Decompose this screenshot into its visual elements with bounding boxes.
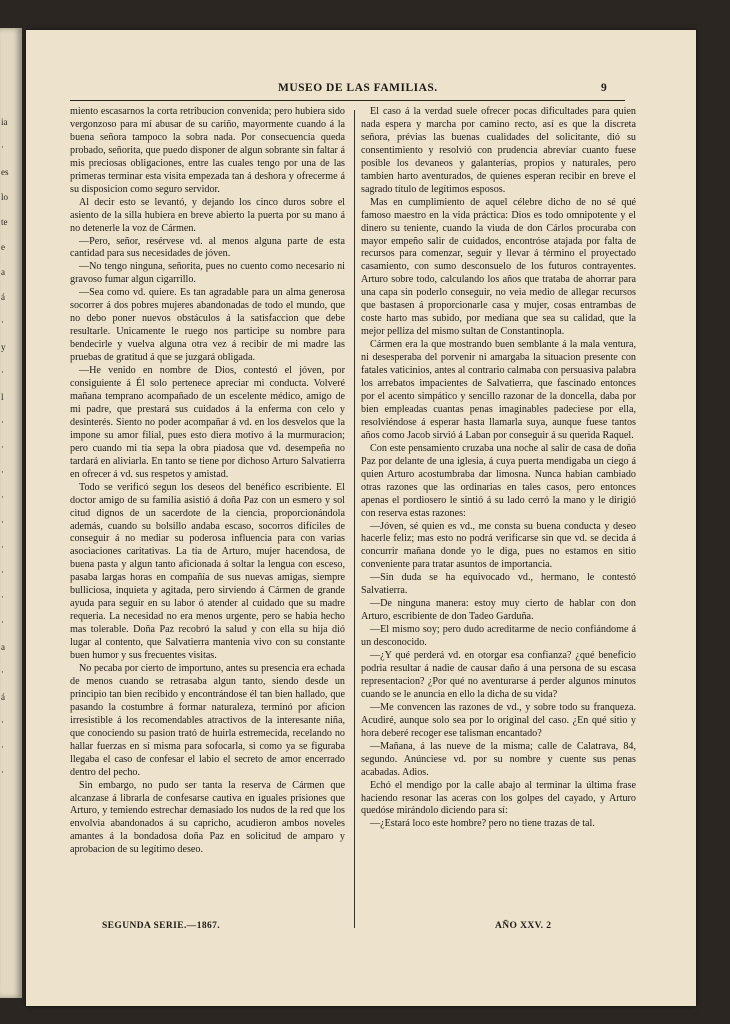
previous-page-text-fragment: es (1, 167, 9, 177)
previous-page-text-fragment: · (1, 517, 4, 527)
paragraph: —He venido en nombre de Dios, contestó el jóven, por consiguiente á Él solo pertenece apreciar mi conducta. Volveré mañana temprano acompañado de un escelente médico, amigo de mi padre, que prestará sus cuidados á la enferma con celo y desinterés. Siento no poder acompañar á vd. en los desvelos que la impone su amor filial, pues esto diera motivo á la murmuracion; pero cuando mi tia sepa la obra piadosa que vd. desempeña no tardará en aliviarla. En tanto se tiene por dichoso Arturo Salvatierra en ofrecer á vd. sus respetos y amistad. (70, 365, 345, 480)
paragraph: Todo se verificó segun los deseos del benéfico escribiente. El doctor amigo de su familia asistió á doña Paz con un esmero y sol citud dignos de un sacerdote de la ciencia, proporcionándola además, cuando su bolsillo andaba escaso, socorros difíciles de conseguir á no mediar su poderosa influencia para con varias asociaciones caritativas. La tia de Arturo, mujer hacendosa, de buena pasta y algun tanto aficionada á soltar la lengua con esceso, pasaba largas horas en compañía de sus nuevas amigas, siempre bulliciosa, inquieta y agitada, pero sirviendo á Cármen de grande ayuda para seguir en su labor ó atender al cuidado que su madre requeria. La necesidad no era menos urgente, pero se habia hecho mas tolerable. Doña Paz recobró la salud y con ella su hija dió lugar al contento, que Salvatierra mantenia vivo con su constante buen humor y sus frecuentes visitas. (70, 481, 345, 662)
paragraph: miento escasarnos la corta retribucion convenida; pero hubiera sido vergonzoso para mí abusar de su cariño, mayormente cuando á la buena señora tampoco la sobra nada. Por consecuencia queda probado, señorita, que puedo disponer de algun sobrante sin faltar á mis preciosas obligaciones, entre las cuales tengo por una de las primeras terminar esta visita empezada tan á deshora y ofrecerme á su disposicion como seguro servidor. (70, 106, 345, 195)
paragraph: Con este pensamiento cruzaba una noche al salir de casa de doña Paz por delante de una iglesia, á cuya puerta mendigaba un ciego á quien Arturo acostumbraba dar limosna. Nunca habian cambiado otras razones que las ordinarias en tales casos, pero entonces apenas el pordiosero le sintió á su lado cerró la mano y le dirigió con reserva estas razones: (361, 442, 636, 519)
right-text-column (361, 106, 636, 934)
previous-page-text-fragment: · (1, 717, 4, 727)
paragraph: —¿Estará loco este hombre? pero no tiene trazas de tal. (370, 818, 595, 830)
previous-page-text-fragment: · (1, 617, 4, 627)
paragraph: Echó el mendigo por la calle abajo al terminar la última frase haciendo resonar las aceras con los golpes del cayado, y Arturo quedóse mirándolo diciendo para sí: (361, 779, 636, 817)
journal-page (26, 30, 696, 1006)
paragraph: —Me convencen las razones de vd., y sobre todo su franqueza. Acudiré, aunque solo sea por lo original del caso. ¿En qué sitio y hora deberé recoger ese talisman encantado? (361, 701, 636, 739)
paragraph: —¿Y qué perderá vd. en otorgar esa confianza? ¿qué beneficio podria resultar á nadie de causar daño á una persona de su escasa representacion? ¿Por qué no aventurarse á perder algunos minutos cuando se le anuncia en ello la dicha de su vida? (361, 650, 636, 700)
previous-page-text-fragment: · (1, 467, 4, 477)
previous-page-edge (0, 28, 22, 998)
series-footer: SEGUNDA SERIE.—1867. (102, 921, 221, 931)
previous-page-text-fragment: · (1, 367, 4, 377)
paragraph: Sin embargo, no pudo ser tanta la reserva de Cármen que alcanzase á librarla de confesarse cautiva en iguales prisiones que Arturo, y temiendo estrechar demasiado los nudos de la red que los envolvia abandonados á su capricho, acudieron ambos noveles amantes á la bondadosa doña Paz en solicitud de amparo y aprobacion de su legítimo deseo. (70, 779, 345, 856)
volume-footer: AÑO XXV. 2 (495, 921, 552, 931)
previous-page-text-fragment: a (1, 642, 5, 652)
paragraph: Mas en cumplimiento de aquel célebre dicho de no sé qué famoso maestro en la vida práctica: Dios es todo omnipotente y el dinero su teniente, cuando la viuda de don Cárlos procuraba con mayor empeño salir de cuidados, encontróse atajada por falta de recursos para comenzar, seguir y llevar á término el proyectado casamiento, con sumo desconsuelo de los futuros contrayentes. Arturo sobre todo, calculando los años que trataba de ahorrar para una capa sin poderlo conseguir, no veia medio de allegar recursos que bastasen á proporcionarle casa y mujer, cosas entrambas de coste harto mas subido, por mediana que sea su calidad, que la mejor pelliza del mismo sultan de Constantinopla. (361, 196, 636, 338)
column-divider (354, 110, 355, 928)
paragraph: —De ninguna manera: estoy muy cierto de hablar con don Arturo, escribiente de don Tadeo Garduña. (361, 598, 636, 623)
previous-page-text-fragment: · (1, 142, 4, 152)
previous-page-text-fragment: lo (1, 192, 9, 202)
previous-page-text-fragment: · (1, 592, 4, 602)
page-header (26, 82, 696, 100)
previous-page-text-fragment: · (1, 767, 4, 777)
header-rule (70, 100, 625, 101)
paragraph: —No tengo ninguna, señorita, pues no cuento como necesario ni gravoso fumar algun cigarrillo. (70, 261, 345, 286)
previous-page-text-fragment: · (1, 492, 4, 502)
previous-page-text-fragment: á (1, 692, 5, 702)
previous-page-text-fragment: · (1, 417, 4, 427)
previous-page-text-fragment: l (1, 392, 4, 402)
paragraph: —Sea como vd. quiere. Es tan agradable para un alma generosa socorrer á dos pobres mujeres abandonadas de todo el mundo, que no debo poner nuevos obstáculos á la satisfaccion que debe resultarle. Unicamente le ruego nos participe su nombre para bendecirle y vuelva alguna otra vez á recibir de mi madre las pruebas de gratitud á que se juzgará obligada. (70, 287, 345, 364)
paragraph: El caso á la verdad suele ofrecer pocas dificultades para quien nada espera y marcha por camino recto, así es que la discreta señora, prévias las buenas cualidades del solicitante, dió su consentimiento y resolvió con prudencia abreviar cuanto fuese posible los devaneos y galanterías, propios y naturales, pero tambien harto aventurados, de quienes esperan recibir en breve el sagrado título de legítimos esposos. (361, 106, 636, 195)
paragraph: No pecaba por cierto de importuno, antes su presencia era echada de menos cuando se retrasaba algun tanto, siendo desde un principio tan bien recibido y encontrándose él tan bien hallado, que pasando la costumbre á formar naturaleza, terminó por aficion irresistible á los recomendables atractivos de la interesante niña, que conociendo su pasion trató de huirla estremecida, recelando no hallar fuerzas en sí misma para sofocarla, si como ya se figuraba llegaba el caso de confesar el labio el secreto de amor encerrado dentro del pecho. (70, 662, 345, 778)
page-number: 9 (601, 82, 607, 94)
previous-page-text-fragment: y (1, 342, 6, 352)
paragraph: —Jóven, sé quien es vd., me consta su buena conducta y deseo hacerle feliz; mas esto no podrá verificarse sin que vd. se decida á concurrir mañana donde yo le diga, pues no estamos en sitio conveniente para tratar asuntos de importancia. (361, 520, 636, 571)
previous-page-text-fragment: á (1, 292, 5, 302)
paragraph: Cármen era la que mostrando buen semblante á la mala ventura, ni desesperaba del porvenir ni amargaba la situacion presente con fatales vaticinios, antes al contrario calmaba con persuasiva palabra los arrebatos impacientes de Salvatierra, que fascinado entonces por el acento simpático y sencillo razonar de la doncella, daba por bien empleadas cuantas penas imaginables padeciese por ella, resolviéndose á esperar hasta llamarla suya, aunque fuese tantos años como Jacob sirvió á Laban por conseguir á su querida Raquel. (361, 339, 636, 441)
left-text-column (70, 106, 345, 934)
paragraph: —El mismo soy; pero dudo acreditarme de necio confiándome á un desconocido. (361, 624, 636, 649)
previous-page-text-fragment: · (1, 317, 4, 327)
previous-page-text-fragment: ia (1, 117, 8, 127)
paragraph: —Pero, señor, resérvese vd. al menos alguna parte de esta cantidad para sus necesidades de jóven. (70, 235, 345, 260)
previous-page-text-fragment: a (1, 267, 5, 277)
paragraph: Al decir esto se levantó, y dejando los cinco duros sobre el asiento de la silla hubiera en breve abierto la puerta por su mano á no detenerle la voz de Cármen. (70, 196, 345, 234)
paragraph: —Sin duda se ha equivocado vd., hermano, le contestó Salvatierra. (361, 572, 636, 597)
previous-page-text-fragment: · (1, 542, 4, 552)
running-title: MUSEO DE LAS FAMILIAS. (278, 82, 438, 94)
previous-page-text-fragment: te (1, 217, 8, 227)
previous-page-text-fragment: · (1, 567, 4, 577)
previous-page-text-fragment: · (1, 667, 4, 677)
paragraph: —Mañana, á las nueve de la misma; calle de Calatrava, 84, segundo. Anúnciese vd. por su nombre y cuente sus penas acabadas. Adios. (361, 740, 636, 778)
previous-page-text-fragment: · (1, 742, 4, 752)
previous-page-text-fragment: e (1, 242, 5, 252)
previous-page-text-fragment: · (1, 442, 4, 452)
